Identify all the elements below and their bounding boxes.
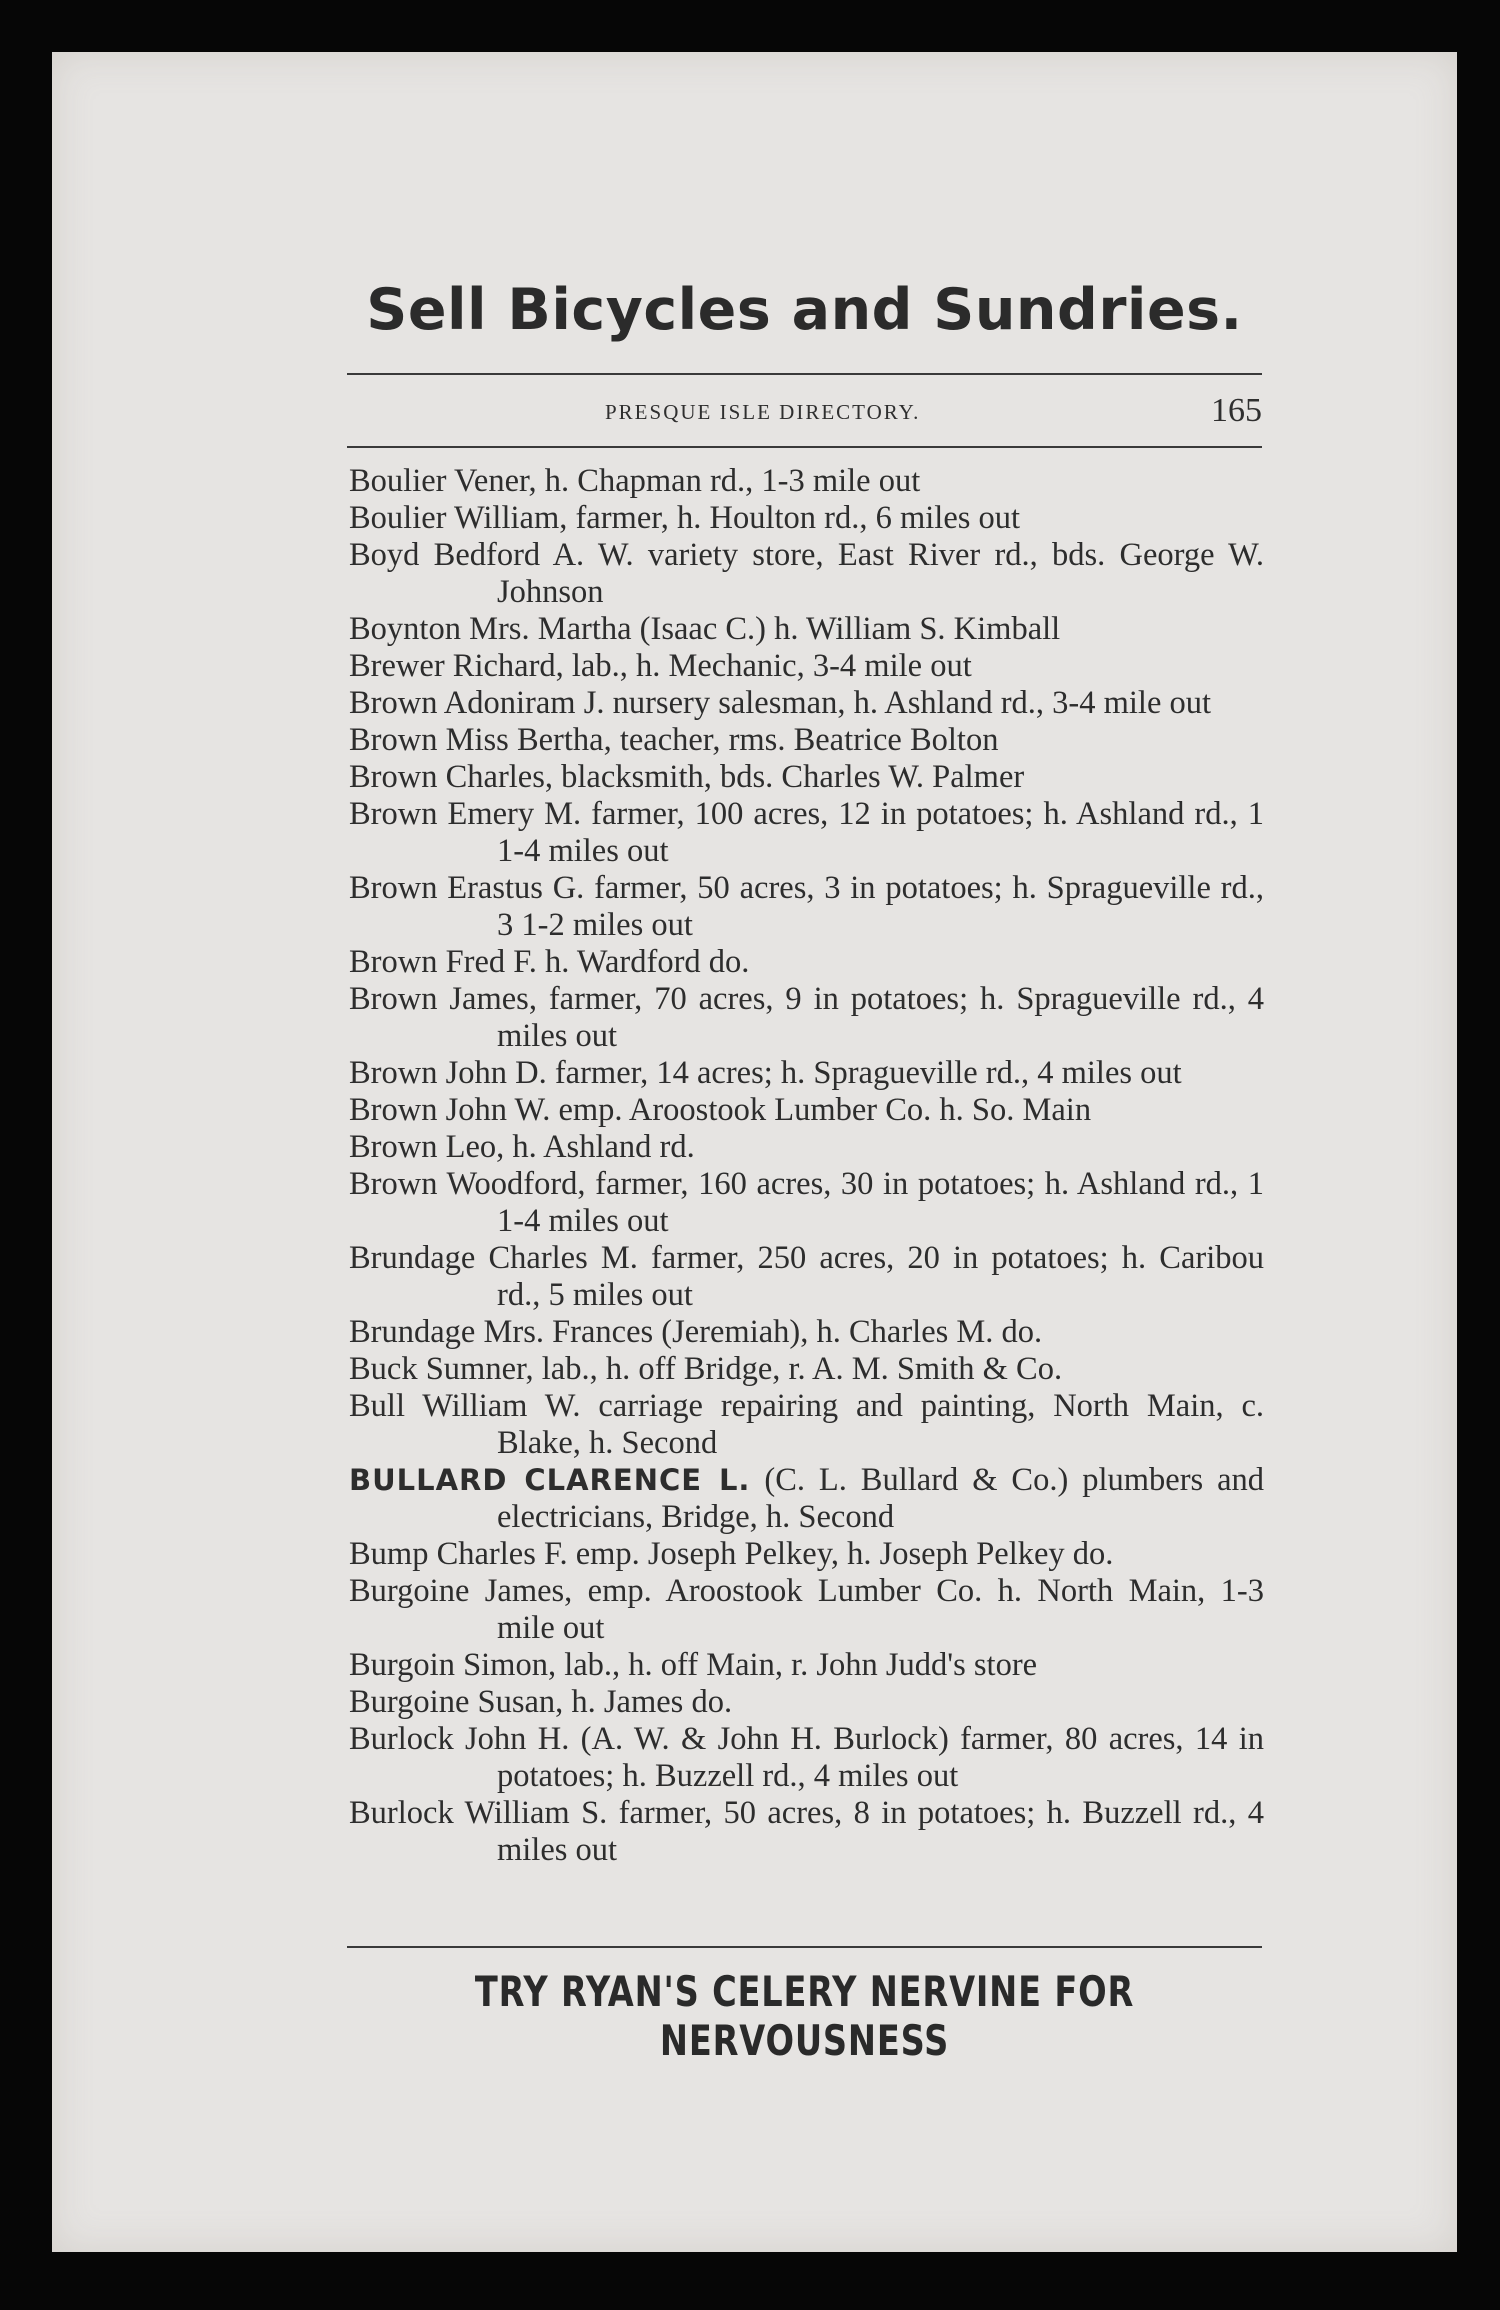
entry-emphasized-name: BULLARD CLARENCE L. bbox=[349, 1463, 751, 1497]
entry-text: Burlock John H. (A. W. & John H. Burlock) farmer, 80 acres, 14 in potatoes; h. Buzzell rd., 4 miles out bbox=[349, 1721, 1264, 1794]
directory-entry bbox=[349, 500, 1264, 537]
directory-entry bbox=[349, 1647, 1264, 1684]
entry-text: (C. L. Bullard & Co.) plumbers and electricians, Bridge, h. Second bbox=[497, 1462, 1265, 1535]
directory-entry bbox=[349, 1314, 1264, 1351]
entry-text: Burgoine Susan, h. James do. bbox=[349, 1684, 733, 1720]
entry-text: Brown Adoniram J. nursery salesman, h. Ashland rd., 3-4 mile out bbox=[349, 685, 1212, 721]
directory-page bbox=[52, 52, 1457, 2252]
directory-entry bbox=[349, 981, 1264, 1055]
running-head bbox=[347, 392, 1262, 436]
entry-text: Burgoine James, emp. Aroostook Lumber Co. h. North Main, 1-3 mile out bbox=[349, 1573, 1264, 1646]
directory-entry bbox=[349, 1536, 1264, 1573]
page-number: 165 bbox=[1211, 392, 1262, 429]
running-title: PRESQUE ISLE DIRECTORY. bbox=[605, 400, 921, 424]
entry-text: Bull William W. carriage repairing and painting, North Main, c. Blake, h. Second bbox=[349, 1388, 1264, 1461]
entry-text: Brown Leo, h. Ashland rd. bbox=[349, 1129, 695, 1165]
entry-text: Brown Charles, blacksmith, bds. Charles W. Palmer bbox=[349, 759, 1025, 795]
directory-entry bbox=[349, 944, 1264, 981]
entry-text: Brown Woodford, farmer, 160 acres, 30 in potatoes; h. Ashland rd., 1 1-4 miles out bbox=[349, 1166, 1264, 1239]
directory-entry bbox=[349, 1055, 1264, 1092]
entry-text: Boulier Vener, h. Chapman rd., 1-3 mile out bbox=[349, 463, 921, 499]
bottom-advert: TRY RYAN'S CELERY NERVINE FOR NERVOUSNESS bbox=[474, 1967, 1135, 2065]
directory-entry bbox=[349, 1795, 1264, 1869]
directory-entry bbox=[349, 870, 1264, 944]
top-divider bbox=[347, 373, 1262, 375]
directory-entry bbox=[349, 1351, 1264, 1388]
directory-entries bbox=[349, 463, 1264, 1869]
entry-text: Brewer Richard, lab., h. Mechanic, 3-4 mile out bbox=[349, 648, 972, 684]
directory-entry bbox=[349, 1240, 1264, 1314]
directory-entry bbox=[349, 1166, 1264, 1240]
entry-text: Burgoin Simon, lab., h. off Main, r. John Judd's store bbox=[349, 1647, 1038, 1683]
directory-entry bbox=[349, 1388, 1264, 1462]
entry-text: Bump Charles F. emp. Joseph Pelkey, h. Joseph Pelkey do. bbox=[349, 1536, 1114, 1572]
directory-entry bbox=[349, 1721, 1264, 1795]
entry-text: Buck Sumner, lab., h. off Bridge, r. A. M. Smith & Co. bbox=[349, 1351, 1063, 1387]
entry-text: Boynton Mrs. Martha (Isaac C.) h. William S. Kimball bbox=[349, 611, 1061, 647]
directory-entry bbox=[349, 685, 1264, 722]
entry-text: Brundage Mrs. Frances (Jeremiah), h. Charles M. do. bbox=[349, 1314, 1043, 1350]
directory-entry bbox=[349, 1092, 1264, 1129]
directory-entry bbox=[349, 537, 1264, 611]
directory-entry bbox=[349, 1462, 1264, 1536]
entry-text: Brown Emery M. farmer, 100 acres, 12 in potatoes; h. Ashland rd., 1 1-4 miles out bbox=[349, 796, 1264, 869]
bottom-divider bbox=[347, 1946, 1262, 1948]
directory-entry bbox=[349, 722, 1264, 759]
directory-entry bbox=[349, 463, 1264, 500]
directory-entry bbox=[349, 759, 1264, 796]
entry-text: Boyd Bedford A. W. variety store, East River rd., bds. George W. Johnson bbox=[349, 537, 1264, 610]
top-advert-banner: Sell Bicycles and Sundries. bbox=[366, 277, 1243, 343]
directory-entry bbox=[349, 1129, 1264, 1166]
directory-entry bbox=[349, 1684, 1264, 1721]
entry-text: Brown Erastus G. farmer, 50 acres, 3 in potatoes; h. Spragueville rd., 3 1-2 miles out bbox=[349, 870, 1264, 943]
entry-text: Brown John W. emp. Aroostook Lumber Co. h. So. Main bbox=[349, 1092, 1092, 1128]
directory-entry bbox=[349, 611, 1264, 648]
entry-text: Brundage Charles M. farmer, 250 acres, 20 in potatoes; h. Caribou rd., 5 miles out bbox=[349, 1240, 1264, 1313]
entry-text: Brown John D. farmer, 14 acres; h. Spragueville rd., 4 miles out bbox=[349, 1055, 1182, 1091]
entry-text: Brown Miss Bertha, teacher, rms. Beatrice Bolton bbox=[349, 722, 999, 758]
header-divider bbox=[347, 446, 1262, 448]
directory-entry bbox=[349, 796, 1264, 870]
entry-text: Brown Fred F. h. Wardford do. bbox=[349, 944, 750, 980]
directory-entry bbox=[349, 648, 1264, 685]
directory-entry bbox=[349, 1573, 1264, 1647]
entry-text: Brown James, farmer, 70 acres, 9 in potatoes; h. Spragueville rd., 4 miles out bbox=[349, 981, 1264, 1054]
entry-text: Burlock William S. farmer, 50 acres, 8 in potatoes; h. Buzzell rd., 4 miles out bbox=[349, 1795, 1264, 1868]
entry-text: Boulier William, farmer, h. Houlton rd., 6 miles out bbox=[349, 500, 1021, 536]
